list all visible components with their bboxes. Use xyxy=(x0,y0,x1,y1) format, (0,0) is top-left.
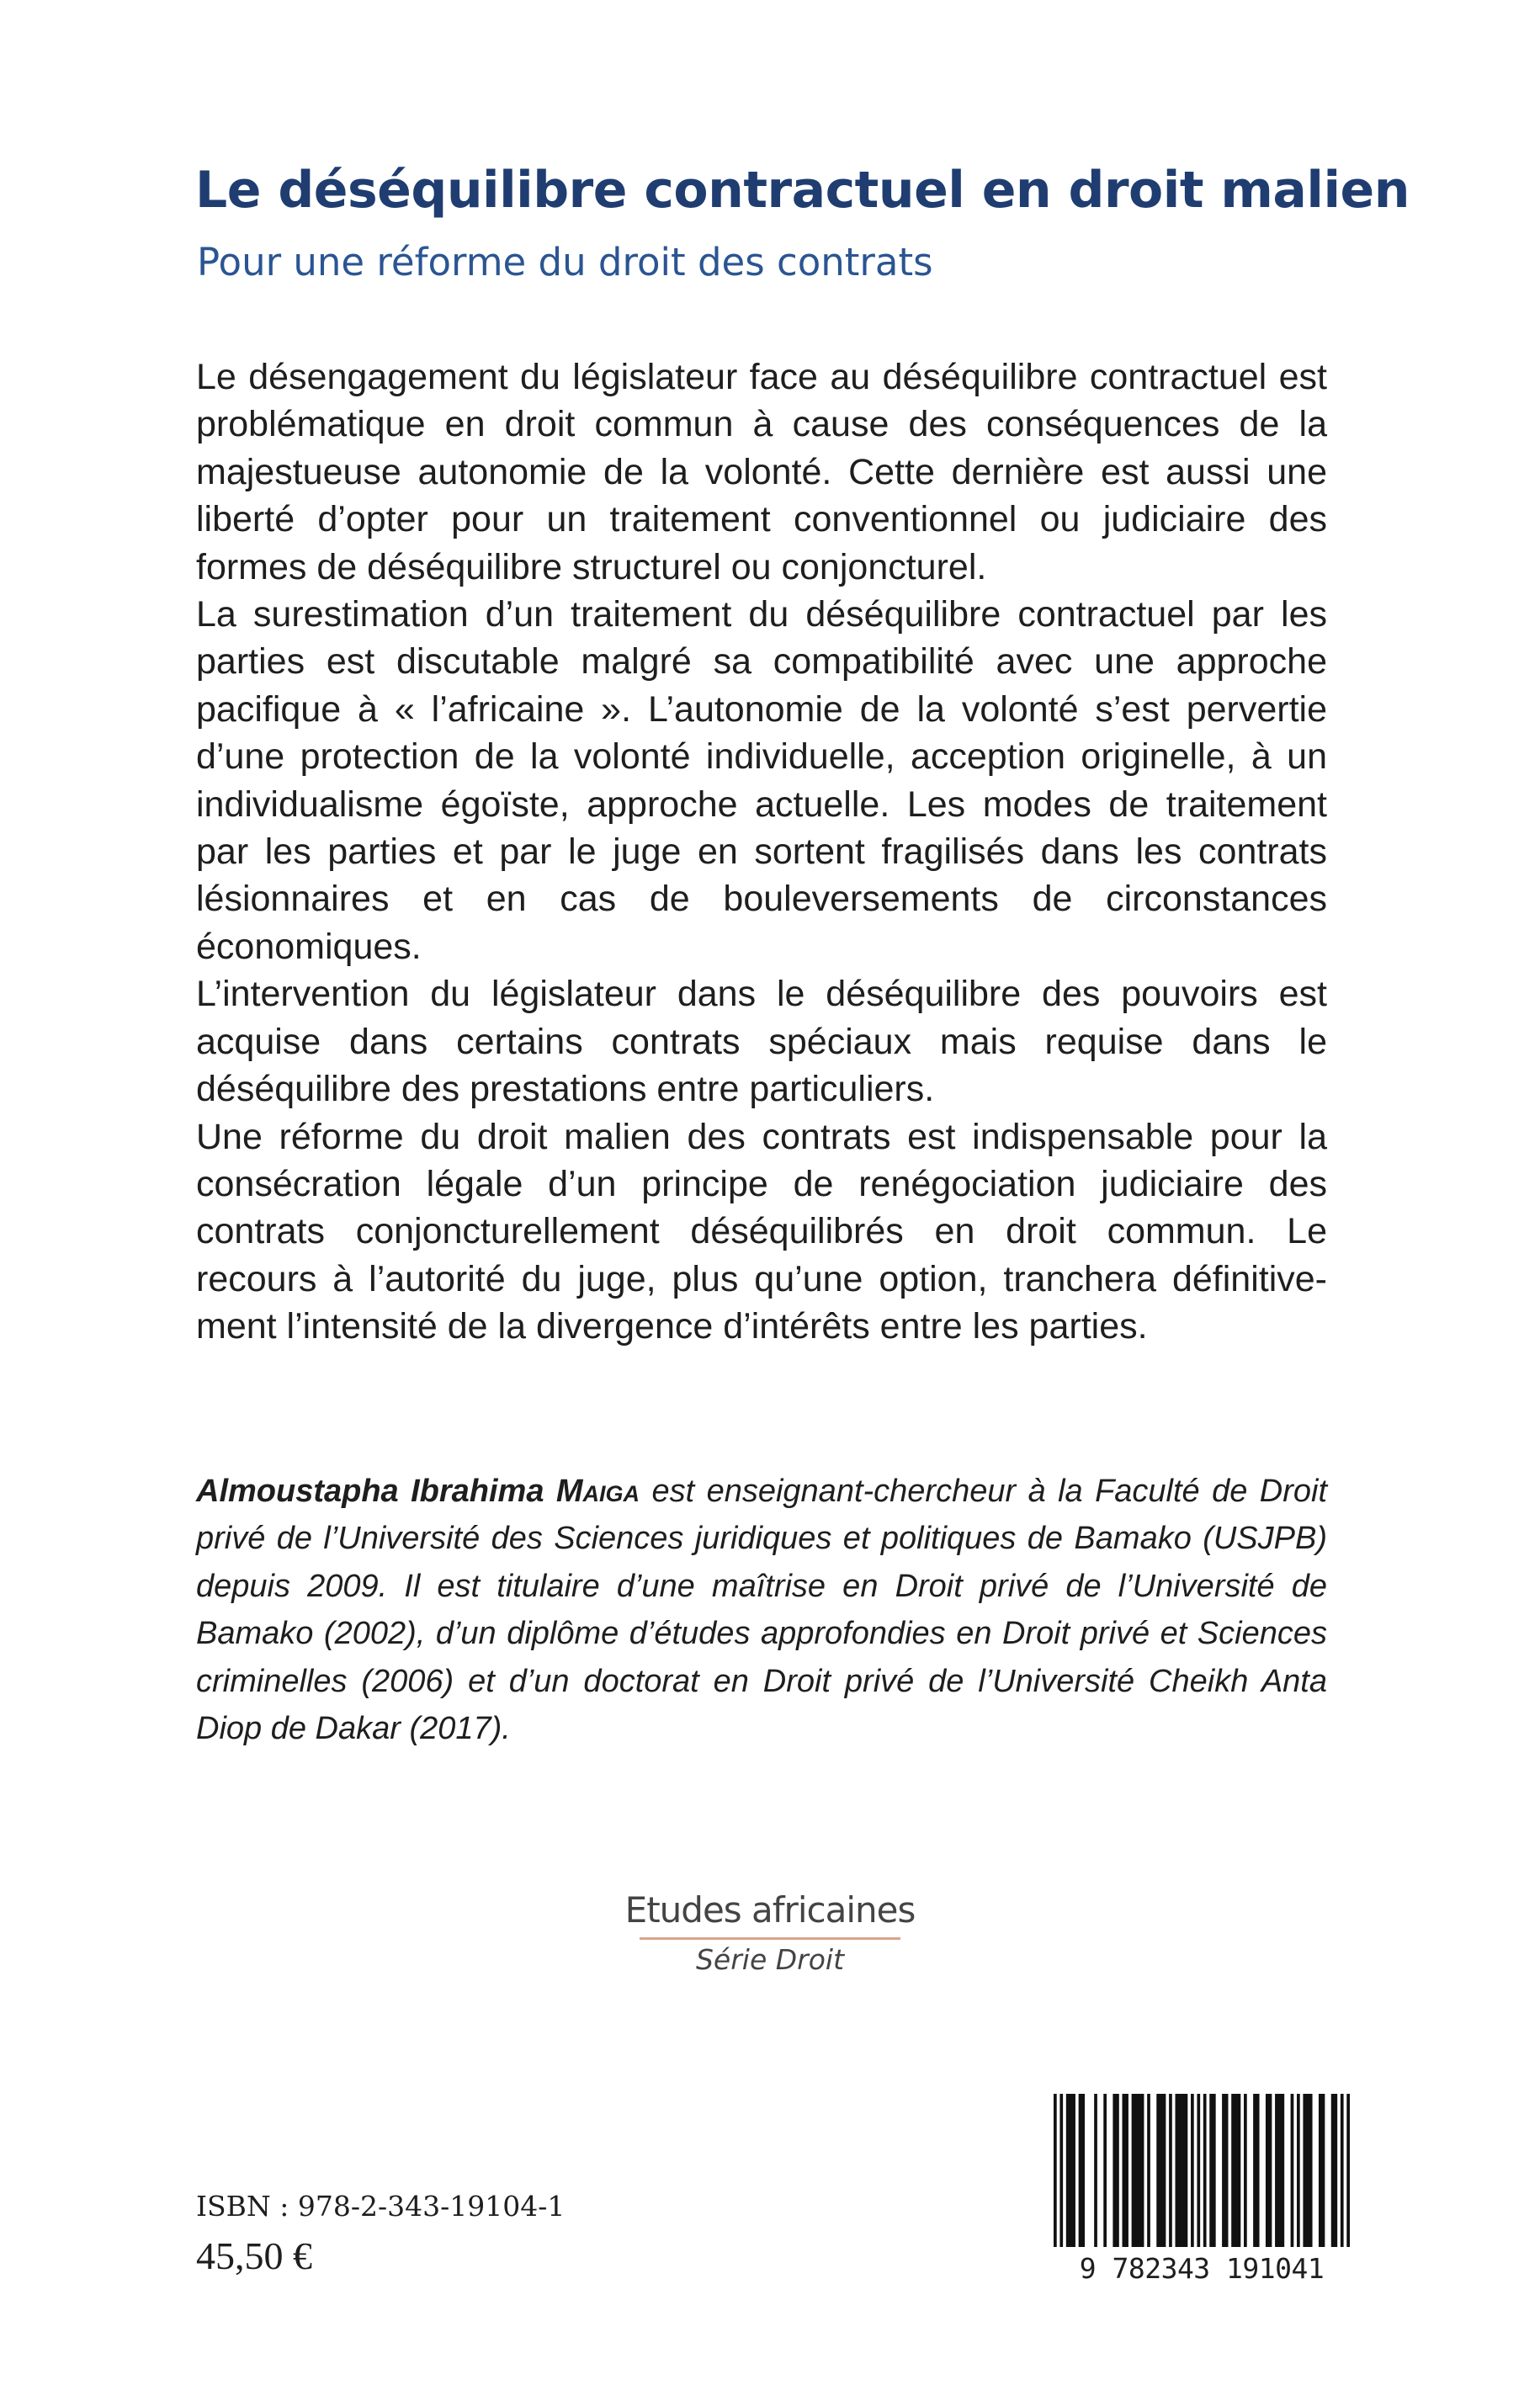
book-summary xyxy=(196,353,1327,1351)
series-name: Etudes africaines xyxy=(624,1889,916,1931)
price-label: 45,50 € xyxy=(196,2234,312,2277)
barcode-bar xyxy=(1341,2094,1344,2247)
barcode-bar xyxy=(1231,2094,1240,2247)
barcode-bar xyxy=(1156,2094,1166,2247)
barcode-bar xyxy=(1066,2094,1075,2247)
barcode xyxy=(1054,2094,1350,2297)
summary-paragraph: La surestimation d’un traitement du déséquilibre contractuel par les parties est discutable malgré sa compatibilité avec une approche pacifique à « l’africaine ». L’autonomie de la volonté s’est pervertie d’une protection de la volonté individuelle, acception originelle, à un individualisme égoïste, approche actuelle. Les modes de traitement par les parties et par le juge en sortent fragilisés dans les contrats lésionnaires et en cas de bouleversements de circonstances économiques. xyxy=(196,594,1327,967)
barcode-bar xyxy=(1103,2094,1107,2247)
summary-paragraph: Une réforme du droit malien des contrats est indispensable pour la consécration légale d’un principe de renégociation judiciaire des contrats conjoncturellement déséquilibrés en droit commun. Le recours à l’autorité du juge, plus qu’une option, tranchera définitivement l’intensité de la divergence d’intérêts entre les parties. xyxy=(196,1116,1327,1347)
barcode-bars xyxy=(1054,2094,1350,2247)
barcode-bar xyxy=(1266,2094,1272,2247)
barcode-bar xyxy=(1113,2094,1118,2247)
author-first-names: Almoustapha Ibrahima xyxy=(196,1474,544,1509)
barcode-bar xyxy=(1191,2094,1194,2247)
barcode-bar xyxy=(1094,2094,1097,2247)
book-subtitle: Pour une réforme du droit des contrats xyxy=(197,240,933,284)
barcode-bar xyxy=(1291,2094,1294,2247)
author-last-name: Maiga xyxy=(555,1474,640,1509)
barcode-bar xyxy=(1303,2094,1312,2247)
barcode-bar xyxy=(1209,2094,1215,2247)
barcode-bar xyxy=(1147,2094,1150,2247)
book-title: Le déséquilibre contractuel en droit malien xyxy=(195,161,1410,220)
barcode-bar xyxy=(1059,2094,1063,2247)
author-biography xyxy=(196,1468,1327,1752)
barcode-bar xyxy=(1222,2094,1228,2247)
summary-paragraph: L’intervention du législateur dans le déséquilibre des pouvoirs est acquise dans certains contrats spéciaux mais requise dans le déséquilibre des prestations entre particuliers. xyxy=(196,974,1327,1110)
barcode-bar xyxy=(1132,2094,1144,2247)
barcode-bar xyxy=(1197,2094,1200,2247)
barcode-bar xyxy=(1346,2094,1350,2247)
isbn-number: ISBN : 978-2-343-19104-1 xyxy=(196,2190,566,2223)
author-bio-text: est enseignant-chercheur à la Faculté de Droit privé de l’Université des Sciences juridiques et politiques de Bamako (USJPB) depuis 2009. Il est titulaire d’une maîtrise en Droit privé de l’Université de Bamako (2002), d’un diplôme d’études approfondies en Droit privé et Sciences criminelles (2006) et d’un doctorat en Droit privé de l’Université Cheikh Anta Diop de Dakar (2017). xyxy=(196,1474,1328,1747)
barcode-bar xyxy=(1169,2094,1172,2247)
barcode-bar xyxy=(1079,2094,1085,2247)
barcode-bar xyxy=(1319,2094,1325,2247)
barcode-bar xyxy=(1244,2094,1247,2247)
barcode-bar xyxy=(1297,2094,1300,2247)
barcode-bar xyxy=(1123,2094,1128,2247)
barcode-digits: 9 782343 191041 xyxy=(1079,2252,1325,2285)
barcode-bar xyxy=(1275,2094,1284,2247)
series-subtitle: Série Droit xyxy=(695,1943,845,1976)
barcode-bar xyxy=(1176,2094,1188,2247)
barcode-bar xyxy=(1253,2094,1259,2247)
barcode-bar xyxy=(1331,2094,1337,2247)
series-logo xyxy=(589,1887,951,1980)
barcode-bar xyxy=(1054,2094,1057,2247)
barcode-bar xyxy=(1203,2094,1207,2247)
summary-paragraph: Le désengagement du législateur face au déséquilibre contractuel est problématique en droit commun à cause des conséquences de la majestueuse autonomie de la volonté. Cette dernière est aussi une liberté d’opter pour un traitement conventionnel ou judiciaire des formes de déséquilibre structurel ou conjoncturel. xyxy=(196,357,1327,587)
